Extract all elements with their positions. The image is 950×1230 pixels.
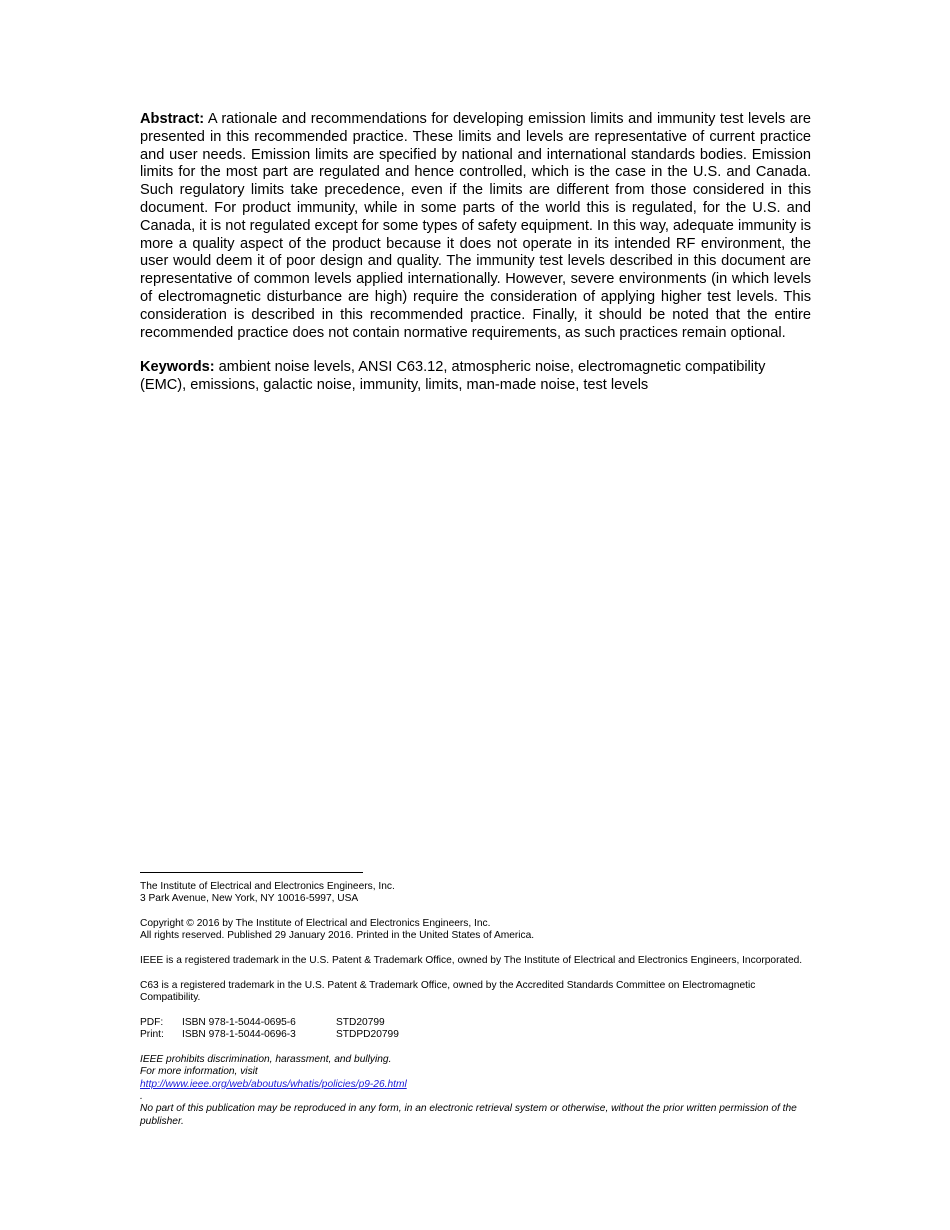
keywords-label: Keywords: (140, 359, 215, 376)
rights-line: All rights reserved. Published 29 January 2016. Printed in the United States of America. (140, 930, 535, 942)
copyright-line: Copyright © 2016 by The Institute of Electrical and Electronics Engineers, Inc. (140, 918, 491, 930)
document-body (140, 111, 811, 395)
reproduction-notice: No part of this publication may be reproduced in any form, in an electronic retrieval system or otherwise, without the prior written permission of the publisher. (140, 1103, 797, 1127)
isbn-code: STDPD20799 (336, 1029, 399, 1041)
publisher-name: The Institute of Electrical and Electronics Engineers, Inc. (140, 881, 395, 892)
isbn-format: PDF: (140, 1017, 164, 1029)
isbn-format: Print: (140, 1029, 164, 1041)
ieee-trademark-block (140, 955, 811, 967)
isbn-number: ISBN 978-1-5044-0696-3 (182, 1029, 296, 1041)
copyright-block (140, 918, 811, 943)
ieee-trademark-text: IEEE is a registered trademark in the U.S. Patent & Trademark Office, owned by The Institute of Electrical and Electronics Engineers, Incorporated. (140, 955, 803, 967)
c63-trademark-text: C63 is a registered trademark in the U.S. Patent & Trademark Office, owned by the Accredited Standards Committee on Electromagnetic Compatibility. (140, 979, 756, 1004)
isbn-number: ISBN 978-1-5044-0695-6 (182, 1017, 296, 1029)
legal-notice-block (140, 1054, 811, 1128)
isbn-row-pdf (140, 1017, 811, 1029)
prohibits-line: IEEE prohibits discrimination, harassment, and bullying. (140, 1054, 392, 1066)
publication-footer (140, 872, 811, 1128)
policy-link[interactable]: http://www.ieee.org/web/aboutus/whatis/policies/p9-26.html (140, 1078, 407, 1090)
keywords-text: ambient noise levels, ANSI C63.12, atmospheric noise, electromagnetic compatibility (EMC), emissions, galactic noise, immunity, limits, man-made noise, test levels (140, 359, 766, 394)
abstract-label: Abstract: (140, 111, 205, 127)
isbn-code: STD20799 (336, 1017, 385, 1029)
c63-trademark-block (140, 980, 811, 1005)
more-info-line (140, 1066, 811, 1103)
more-info-prefix: For more information, visit (140, 1066, 258, 1078)
more-info-suffix: . (140, 1091, 143, 1103)
publisher-address: 3 Park Avenue, New York, NY 10016-5997, USA (140, 893, 359, 905)
abstract-paragraph (140, 111, 811, 342)
isbn-block (140, 1017, 811, 1042)
footer-divider (140, 872, 363, 873)
isbn-row-print (140, 1029, 811, 1041)
keywords-paragraph (140, 359, 811, 395)
publisher-block (140, 881, 811, 906)
abstract-text: A rationale and recommendations for developing emission limits and immunity test levels are presented in this recommended practice. These limits and levels are representative of current practice and user needs. Emission limits are specified by national and international standards bodies. Emission limits for the most part are regulated and hence controlled, which is the case in the U.S. and Canada. Such regulatory limits take precedence, even if the limits are different from those considered in this document. For product immunity, while in some parts of the world this is regulated, for the U.S. and Canada, it is not regulated except for some types of safety equipment. In this way, adequate immunity is more a quality aspect of the product because it does not operate in its intended RF environment, the user would deem it of poor design and quality. The immunity test levels described in this document are representative of common levels applied internationally. However, severe environments (in which levels of electromagnetic disturbance are high) require the consideration of applying higher test levels. This consideration is described in this recommended practice. Finally, it should be noted that the entire recommended practice does not contain normative requirements, as such practices remain optional. (140, 111, 811, 341)
